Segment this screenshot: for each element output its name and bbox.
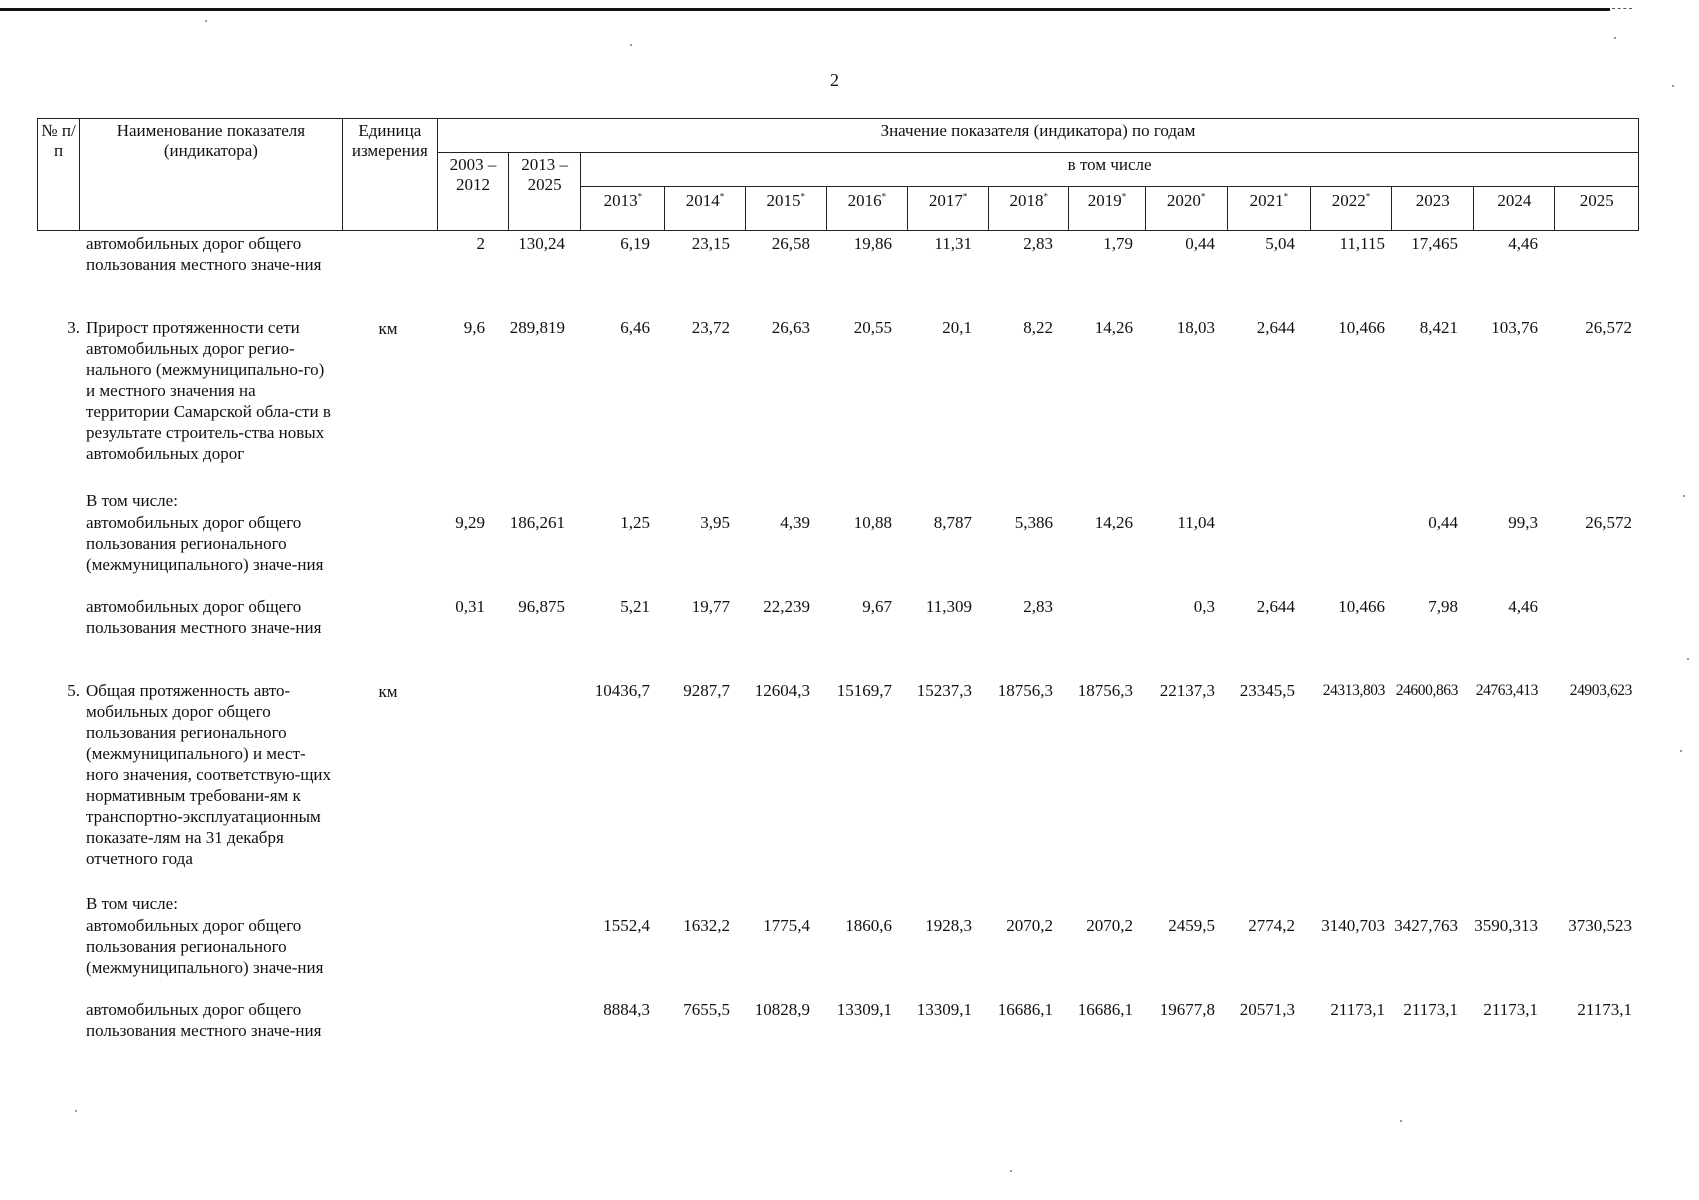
value-cell: 21173,1 bbox=[1577, 1000, 1632, 1019]
value-cell: 0,44 bbox=[1185, 234, 1215, 253]
value-cell: 3730,523 bbox=[1568, 916, 1632, 935]
scan-speck bbox=[1614, 37, 1616, 39]
indicator-name: автомобильных дорог общего пользования местного значе-ния bbox=[86, 234, 322, 274]
value-cell: 2,83 bbox=[1023, 597, 1053, 616]
header-unit: Единица измерения bbox=[342, 119, 437, 231]
scan-speck bbox=[1400, 1120, 1402, 1122]
header-name: Наименование показателя (индикатора) bbox=[80, 119, 343, 231]
value-cell: 9,67 bbox=[862, 597, 892, 616]
value-cell: 7,98 bbox=[1428, 597, 1458, 616]
value-cell: 11,115 bbox=[1339, 234, 1385, 253]
value-cell: 2459,5 bbox=[1168, 916, 1215, 935]
value-cell: 1,25 bbox=[620, 513, 650, 532]
header-year-2019: 2019* bbox=[1069, 187, 1145, 231]
scan-speck bbox=[75, 1110, 77, 1112]
value-cell: 24313,803 bbox=[1322, 682, 1385, 699]
value-cell: 16686,1 bbox=[1077, 1000, 1133, 1019]
header-including: в том числе bbox=[581, 153, 1639, 187]
value-cell: 26,572 bbox=[1585, 513, 1632, 532]
header-year-2020: 2020* bbox=[1145, 187, 1227, 231]
value-cell: 99,3 bbox=[1508, 513, 1538, 532]
row-number: 3. bbox=[67, 318, 80, 337]
value-cell: 5,386 bbox=[1014, 513, 1053, 532]
value-cell: 96,875 bbox=[518, 597, 565, 616]
value-cell: 14,26 bbox=[1094, 513, 1133, 532]
value-cell: 9,29 bbox=[455, 513, 485, 532]
value-cell: 16686,1 bbox=[997, 1000, 1053, 1019]
subheading: В том числе: bbox=[86, 894, 178, 913]
value-cell: 4,39 bbox=[780, 513, 810, 532]
value-cell: 3427,763 bbox=[1394, 916, 1458, 935]
value-cell: 12604,3 bbox=[754, 681, 810, 700]
value-cell: 1775,4 bbox=[763, 916, 810, 935]
value-cell: 24763,413 bbox=[1475, 682, 1538, 699]
value-cell: 11,309 bbox=[925, 597, 972, 616]
subheading: В том числе: bbox=[86, 491, 178, 510]
value-cell: 103,76 bbox=[1491, 318, 1538, 337]
value-cell: 10,88 bbox=[853, 513, 892, 532]
value-cell: 15237,3 bbox=[916, 681, 972, 700]
value-cell: 18756,3 bbox=[997, 681, 1053, 700]
indicator-name: автомобильных дорог общего пользования регионального (межмуниципального) значе-ния bbox=[86, 916, 324, 977]
indicator-name: автомобильных дорог общего пользования регионального (межмуниципального) значе-ния bbox=[86, 513, 324, 574]
value-cell: 8,787 bbox=[933, 513, 972, 532]
value-cell: 2070,2 bbox=[1006, 916, 1053, 935]
header-year-2025: 2025 bbox=[1555, 187, 1639, 231]
indicator-name: Прирост протяженности сети автомобильных дорог регио-нального (межмуниципально-го) и местного значения на территории Самарской обла-сти в результате строитель-ства новых автомобильных дорог bbox=[86, 318, 331, 463]
value-cell: 0,3 bbox=[1193, 597, 1215, 616]
indicator-name: автомобильных дорог общего пользования местного значе-ния bbox=[86, 597, 322, 637]
value-cell: 1632,2 bbox=[683, 916, 730, 935]
value-cell: 19677,8 bbox=[1159, 1000, 1215, 1019]
value-cell: 13309,1 bbox=[836, 1000, 892, 1019]
value-cell: 2070,2 bbox=[1086, 916, 1133, 935]
value-cell: 7655,5 bbox=[683, 1000, 730, 1019]
header-year-2014: 2014* bbox=[665, 187, 745, 231]
value-cell: 22137,3 bbox=[1159, 681, 1215, 700]
value-cell: 15169,7 bbox=[836, 681, 892, 700]
value-cell: 26,58 bbox=[771, 234, 810, 253]
value-cell: 10828,9 bbox=[754, 1000, 810, 1019]
scan-speck bbox=[630, 44, 632, 46]
value-cell: 23345,5 bbox=[1239, 681, 1295, 700]
value-cell: 2,644 bbox=[1256, 318, 1295, 337]
value-cell: 21173,1 bbox=[1483, 1000, 1538, 1019]
value-cell: 17,465 bbox=[1411, 234, 1458, 253]
value-cell: 24903,623 bbox=[1569, 682, 1632, 699]
value-cell: 2,644 bbox=[1256, 597, 1295, 616]
value-cell: 8,22 bbox=[1023, 318, 1053, 337]
value-cell: 3140,703 bbox=[1321, 916, 1385, 935]
page-number: 2 bbox=[830, 70, 839, 90]
header-period-1: 2003 – 2012 bbox=[437, 153, 508, 231]
value-cell: 14,26 bbox=[1094, 318, 1133, 337]
value-cell: 8,421 bbox=[1419, 318, 1458, 337]
scan-speck bbox=[1683, 495, 1685, 497]
value-cell: 4,46 bbox=[1508, 597, 1538, 616]
value-cell: 18,03 bbox=[1176, 318, 1215, 337]
indicator-name: Общая протяженность авто-мобильных дорог общего пользования регионального (межмуниципального) и мест-ного значения, соответствую-щих нормативным требовани-ям к транспортно-эксплуатационным показате-лям на 31 декабря отчетного года bbox=[86, 681, 332, 868]
unit: км bbox=[378, 319, 398, 338]
value-cell: 19,77 bbox=[691, 597, 730, 616]
header-year-2013: 2013* bbox=[581, 187, 665, 231]
header-year-2017: 2017* bbox=[907, 187, 988, 231]
value-cell: 20571,3 bbox=[1239, 1000, 1295, 1019]
header-year-2021: 2021* bbox=[1227, 187, 1310, 231]
header-number: № п/п bbox=[38, 119, 80, 231]
value-cell: 2,83 bbox=[1023, 234, 1053, 253]
header-year-2024: 2024 bbox=[1474, 187, 1555, 231]
value-cell: 24600,863 bbox=[1395, 682, 1458, 699]
value-cell: 19,86 bbox=[853, 234, 892, 253]
header-values: Значение показателя (индикатора) по годам bbox=[437, 119, 1638, 153]
value-cell: 13309,1 bbox=[916, 1000, 972, 1019]
value-cell: 20,1 bbox=[942, 318, 972, 337]
value-cell: 2774,2 bbox=[1248, 916, 1295, 935]
header-year-2018: 2018* bbox=[989, 187, 1069, 231]
value-cell: 130,24 bbox=[518, 234, 565, 253]
value-cell: 1860,6 bbox=[845, 916, 892, 935]
header-year-2016: 2016* bbox=[826, 187, 907, 231]
value-cell: 11,31 bbox=[934, 234, 972, 253]
value-cell: 6,46 bbox=[620, 318, 650, 337]
value-cell: 0,44 bbox=[1428, 513, 1458, 532]
value-cell: 26,572 bbox=[1585, 318, 1632, 337]
value-cell: 5,21 bbox=[620, 597, 650, 616]
value-cell: 3,95 bbox=[700, 513, 730, 532]
header-year-2023: 2023 bbox=[1392, 187, 1474, 231]
scan-speck bbox=[205, 20, 207, 22]
value-cell: 4,46 bbox=[1508, 234, 1538, 253]
scan-speck bbox=[1687, 658, 1689, 660]
value-cell: 22,239 bbox=[763, 597, 810, 616]
value-cell: 10,466 bbox=[1338, 597, 1385, 616]
value-cell: 0,31 bbox=[455, 597, 485, 616]
value-cell: 8884,3 bbox=[603, 1000, 650, 1019]
scan-speck bbox=[1672, 85, 1674, 87]
header-period-2: 2013 – 2025 bbox=[509, 153, 581, 231]
value-cell: 186,261 bbox=[509, 513, 565, 532]
value-cell: 26,63 bbox=[771, 318, 810, 337]
value-cell: 18756,3 bbox=[1077, 681, 1133, 700]
value-cell: 9287,7 bbox=[683, 681, 730, 700]
value-cell: 21173,1 bbox=[1330, 1000, 1385, 1019]
value-cell: 9,6 bbox=[463, 318, 485, 337]
value-cell: 10,466 bbox=[1338, 318, 1385, 337]
scan-speck bbox=[1680, 750, 1682, 752]
value-cell: 21173,1 bbox=[1403, 1000, 1458, 1019]
value-cell: 10436,7 bbox=[594, 681, 650, 700]
header-year-2022: 2022* bbox=[1310, 187, 1391, 231]
row-number: 5. bbox=[67, 681, 80, 700]
value-cell: 11,04 bbox=[1177, 513, 1215, 532]
value-cell: 1,79 bbox=[1103, 234, 1133, 253]
value-cell: 2 bbox=[476, 234, 485, 253]
value-cell: 6,19 bbox=[620, 234, 650, 253]
value-cell: 289,819 bbox=[509, 318, 565, 337]
value-cell: 1928,3 bbox=[925, 916, 972, 935]
value-cell: 3590,313 bbox=[1474, 916, 1538, 935]
unit: км bbox=[378, 682, 398, 701]
indicator-name: автомобильных дорог общего пользования местного значе-ния bbox=[86, 1000, 322, 1040]
value-cell: 20,55 bbox=[853, 318, 892, 337]
value-cell: 23,72 bbox=[691, 318, 730, 337]
header-year-2015: 2015* bbox=[745, 187, 826, 231]
value-cell: 1552,4 bbox=[603, 916, 650, 935]
value-cell: 5,04 bbox=[1265, 234, 1295, 253]
value-cell: 23,15 bbox=[691, 234, 730, 253]
scan-speck bbox=[1010, 1170, 1012, 1172]
